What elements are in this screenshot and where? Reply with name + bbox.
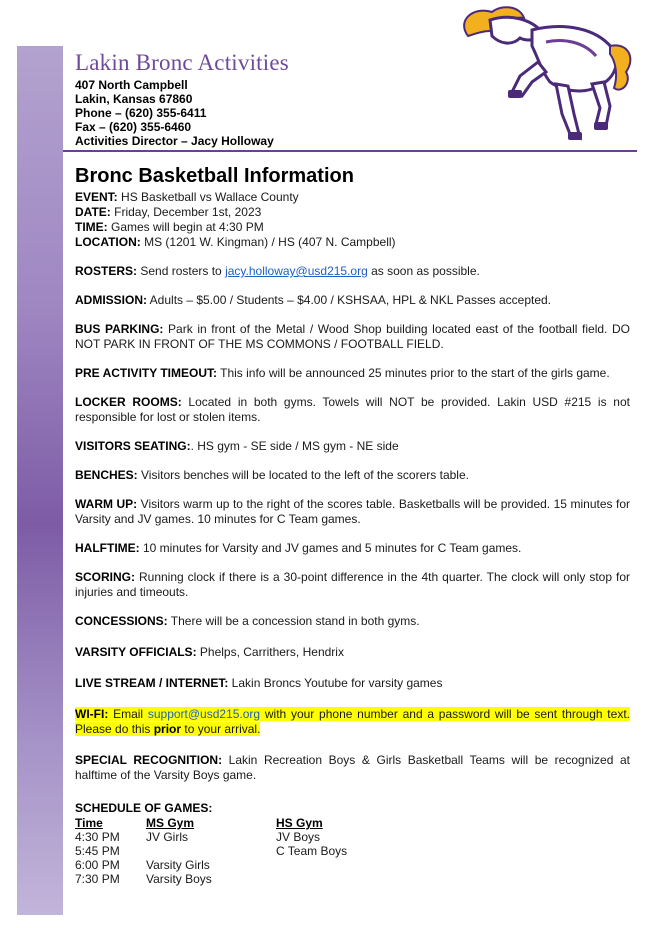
address-phone: Phone – (620) 355-6411 <box>75 106 207 120</box>
document-title: Bronc Basketball Information <box>75 165 354 187</box>
officials-paragraph: VARSITY OFFICIALS: Phelps, Carrithers, Hendrix <box>75 645 344 659</box>
date-line: DATE: Friday, December 1st, 2023 <box>75 205 262 219</box>
info-body <box>75 164 630 886</box>
header-divider <box>63 150 637 152</box>
col-hs-gym-header: HS Gym <box>276 816 323 830</box>
address-street: 407 North Campbell <box>75 78 188 92</box>
halftime-paragraph: HALFTIME: 10 minutes for Varsity and JV games and 5 minutes for C Team games. <box>75 541 522 555</box>
col-ms-gym-header: MS Gym <box>146 816 195 830</box>
concessions-paragraph: CONCESSIONS: There will be a concession stand in both gyms. <box>75 614 420 628</box>
recognition-paragraph: SPECIAL RECOGNITION: Lakin Recreation Boys & Girls Basketball Teams will be recognized at halftime of the Varsity Boys game. <box>75 753 630 782</box>
rosters-paragraph: ROSTERS: Send rosters to jacy.holloway@usd215.org as soon as possible. <box>75 264 480 278</box>
col-time-header: Time <box>75 816 103 830</box>
benches-paragraph: BENCHES: Visitors benches will be located to the left of the scorers table. <box>75 468 469 482</box>
bus-parking-paragraph: BUS PARKING: Park in front of the Metal / Wood Shop building located east of the football field. DO NOT PARK IN FRONT OF THE MS COMMONS / FOOTBALL FIELD. <box>75 322 630 351</box>
address-fax: Fax – (620) 355-6460 <box>75 120 192 134</box>
pre-activity-paragraph: PRE ACTIVITY TIMEOUT: This info will be announced 25 minutes prior to the start of the girls game. <box>75 366 610 380</box>
address-director: Activities Director – Jacy Holloway <box>75 134 274 148</box>
location-line: LOCATION: MS (1201 W. Kingman) / HS (407 N. Campbell) <box>75 235 396 249</box>
event-line: EVENT: HS Basketball vs Wallace County <box>75 190 299 204</box>
table-row: 6:00 PM Varsity Girls <box>75 858 210 872</box>
rosters-email-link[interactable]: jacy.holloway@usd215.org <box>225 264 368 278</box>
live-stream-paragraph: LIVE STREAM / INTERNET: Lakin Broncs Youtube for varsity games <box>75 676 443 690</box>
schedule-header-row <box>75 816 347 830</box>
address-city: Lakin, Kansas 67860 <box>75 92 193 106</box>
sidebar-accent-bar <box>17 46 63 915</box>
schedule-table <box>75 816 347 886</box>
bronc-mascot-logo <box>446 2 636 148</box>
time-line: TIME: Games will begin at 4:30 PM <box>75 220 264 234</box>
scoring-paragraph: SCORING: Running clock if there is a 30-point difference in the 4th quarter. The clock will only stop for injuries and timeouts. <box>75 570 630 599</box>
wifi-email-link[interactable]: support@usd215.org <box>147 707 261 721</box>
wifi-paragraph: WI-FI: Email support@usd215.org with your phone number and a password will be sent through text. Please do this prior to your arrival. <box>75 707 630 736</box>
schedule-heading: SCHEDULE OF GAMES: <box>75 801 213 815</box>
admission-paragraph: ADMISSION: Adults – $5.00 / Students – $4.00 / KSHSAA, HPL & NKL Passes accepted. <box>75 293 552 307</box>
table-row: 7:30 PM Varsity Boys <box>75 872 212 886</box>
visitors-seating-paragraph: VISITORS SEATING:. HS gym - SE side / MS gym - NE side <box>75 439 399 453</box>
schedule-section <box>75 801 630 886</box>
org-title: Lakin Bronc Activities <box>75 50 289 75</box>
locker-rooms-paragraph: LOCKER ROOMS: Located in both gyms. Towels will NOT be provided. Lakin USD #215 is not responsible for lost or stolen items. <box>75 395 630 424</box>
table-row: 4:30 PM JV Girls JV Boys <box>75 830 321 844</box>
table-row: 5:45 PM C Team Boys <box>75 844 348 858</box>
warm-up-paragraph: WARM UP: Visitors warm up to the right of the scores table. Basketballs will be provided. 15 minutes for Varsity and JV games. 10 minutes for C Team games. <box>75 497 631 526</box>
